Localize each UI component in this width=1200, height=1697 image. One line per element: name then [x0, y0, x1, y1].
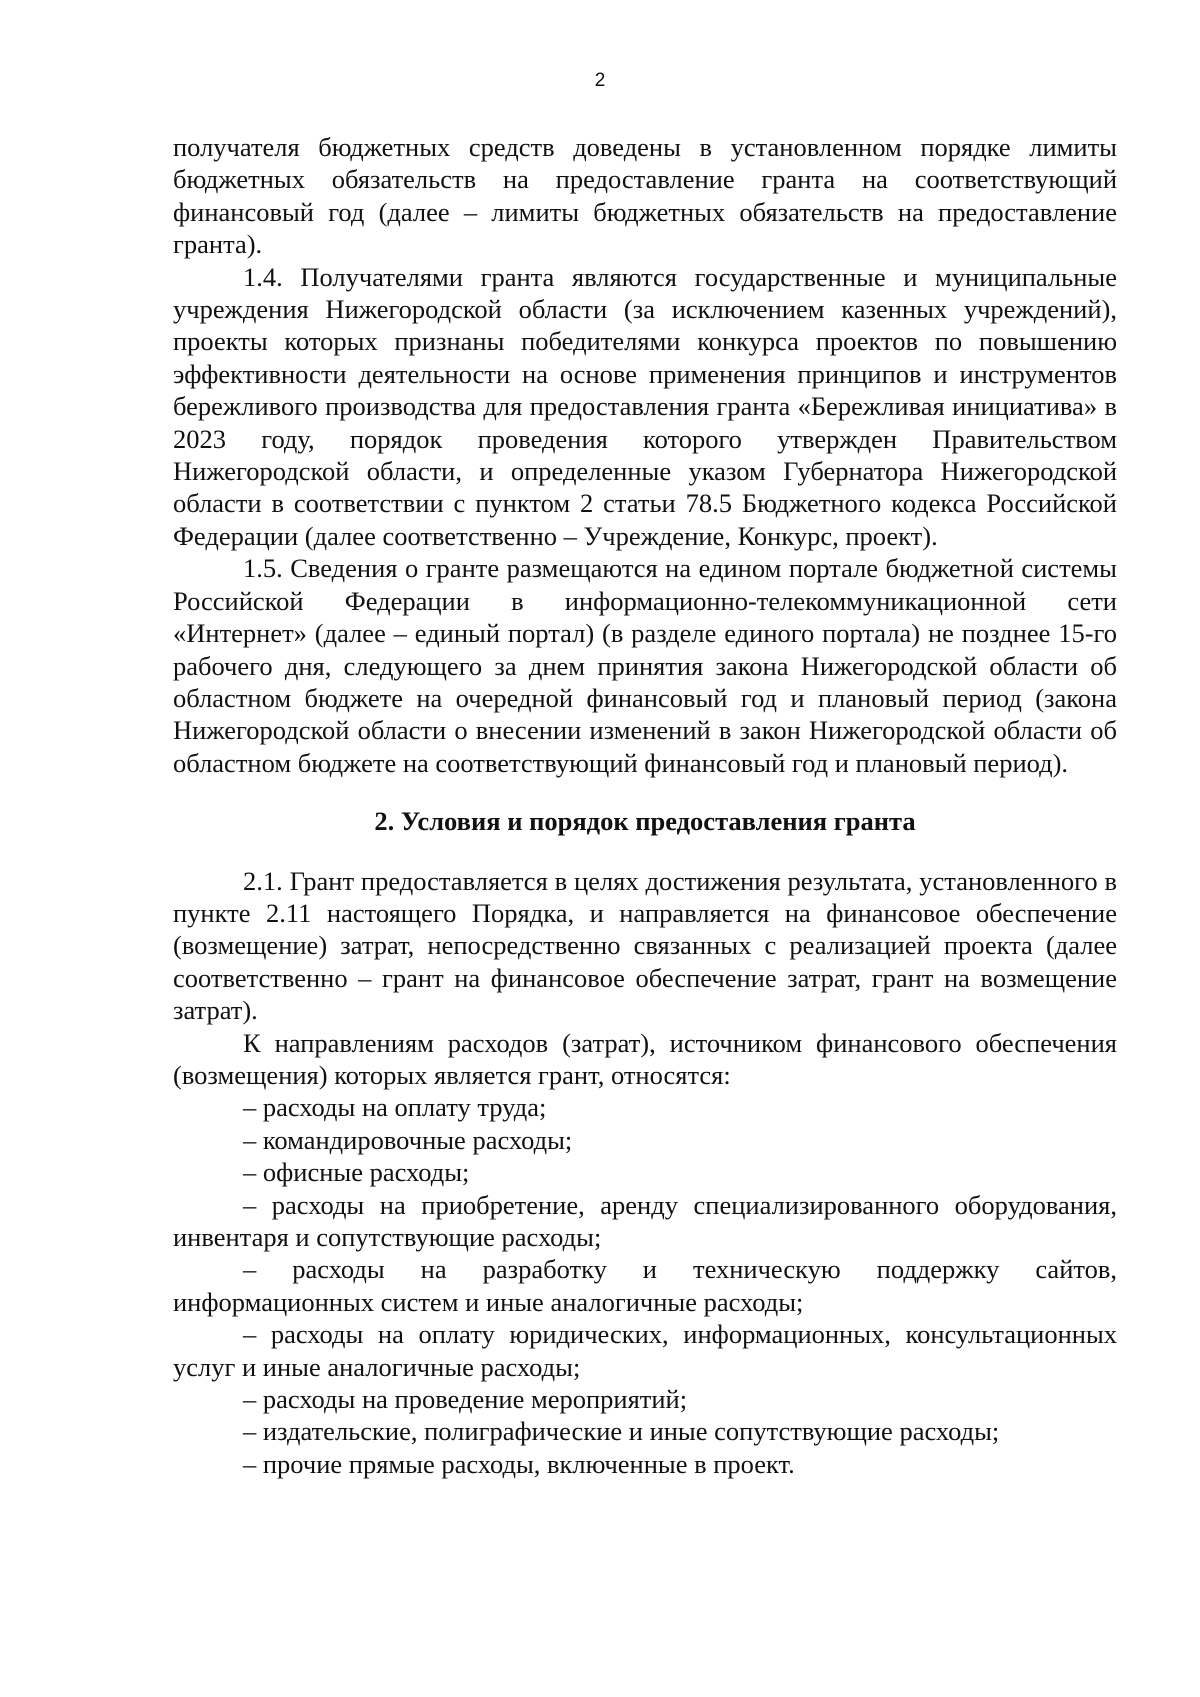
list-item: – расходы на оплату юридических, информационных, консультационных услуг и иные аналогичные расходы; [173, 1319, 1117, 1382]
document-body [173, 131, 1117, 1480]
page-number: 2 [594, 70, 606, 91]
paragraph-expense-intro: К направлениям расходов (затрат), источником финансового обеспечения (возмещения) которых является грант, относятся: [173, 1027, 1117, 1090]
list-item: – расходы на проведение мероприятий; [243, 1384, 688, 1415]
list-item: – расходы на оплату труда; [243, 1092, 547, 1123]
list-item: – расходы на приобретение, аренду специализированного оборудования, инвентаря и сопутствующие расходы; [173, 1189, 1117, 1252]
paragraph-1-4: 1.4. Получателями гранта являются государственные и муниципальные учреждения Нижегородской области (за исключением казенных учреждений), проекты которых признаны победителями конкурса проектов по повышению эффективности деятельности на основе применения принципов и инструментов бережливого производства для предоставления гранта «Бережливая инициатива» в 2023 году, порядок проведения которого утвержден Правительством Нижегородской области, и определенные указом Губернатора Нижегородской области в соответствии с пунктом 2 статьи 78.5 Бюджетного кодекса Российской Федерации (далее соответственно – Учреждение, Конкурс, проект). [173, 261, 1117, 551]
list-item: – офисные расходы; [243, 1157, 470, 1188]
paragraph-1-5: 1.5. Сведения о гранте размещаются на едином портале бюджетной системы Российской Федерации в информационно-телекоммуникационной сети «Интернет» (далее – единый портал) (в разделе единого портала) не позднее 15-го рабочего дня, следующего за днем принятия закона Нижегородской области об областном бюджете на очередной финансовый год и плановый период (закона Нижегородской области о внесении изменений в закон Нижегородской области об областном бюджете на соответствующий финансовый год и плановый период). [173, 553, 1117, 778]
paragraph-2-1: 2.1. Грант предоставляется в целях достижения результата, установленного в пункте 2.11 настоящего Порядка, и направляется на финансовое обеспечение (возмещение) затрат, непосредственно связанных с реализацией проекта (далее соответственно – грант на финансовое обеспечение затрат, грант на возмещение затрат). [173, 865, 1117, 1026]
list-item: – прочие прямые расходы, включенные в проект. [243, 1448, 795, 1479]
list-item: – командировочные расходы; [243, 1124, 573, 1155]
paragraph-1-3-continued: получателя бюджетных средств доведены в установленном порядке лимиты бюджетных обязательств на предоставление гранта на соответствующий финансовый год (далее – лимиты бюджетных обязательств на предоставление гранта). [173, 132, 1117, 260]
section-title: 2. Условия и порядок предоставления гранта [374, 806, 916, 837]
list-item: – издательские, полиграфические и иные сопутствующие расходы; [243, 1416, 1000, 1447]
list-item: – расходы на разработку и техническую поддержку сайтов, информационных систем и иные аналогичные расходы; [173, 1254, 1117, 1317]
expense-list [173, 1091, 1117, 1480]
